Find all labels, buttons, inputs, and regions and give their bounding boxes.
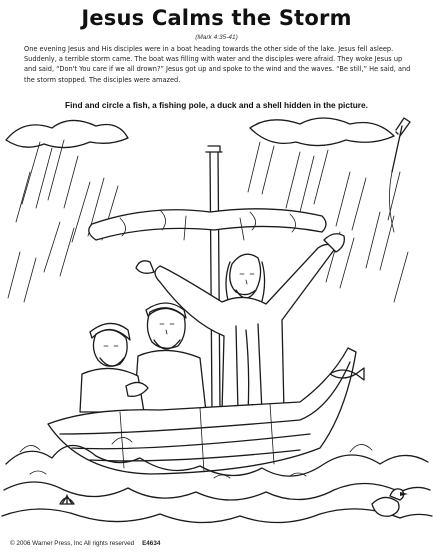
page-title: Jesus Calms the Storm bbox=[81, 6, 352, 30]
storm-cloud-right bbox=[250, 118, 394, 146]
mast bbox=[210, 152, 220, 412]
storm-cloud-left bbox=[6, 120, 128, 147]
scripture-reference: (Mark 4:35-41) bbox=[195, 34, 238, 41]
product-code: E4634 bbox=[142, 540, 161, 547]
copyright-text: © 2006 Warner Press, Inc All rights reserved bbox=[10, 540, 135, 547]
hidden-fishing-pole bbox=[392, 118, 410, 172]
mast-top bbox=[206, 146, 222, 152]
hidden-shell bbox=[60, 495, 74, 504]
hidden-duck bbox=[372, 489, 408, 516]
story-paragraph: One evening Jesus and His disciples were in a boat heading towards the other side of the lake. Jesus fell asleep. Suddenly, a terrible storm came. The boat was filling with water and the disciples were afraid. They woke Jesus up and said, “Don't You care if we all drown?” Jesus got up and spoke to the wind and the waves. “Be still,” He said, and the storm stopped. The disciples were amazed. bbox=[24, 45, 411, 84]
activity-instruction: Find and circle a fish, a fishing pole, a duck and a shell hidden in the picture. bbox=[65, 100, 368, 110]
footer bbox=[10, 540, 160, 547]
storm-boat-illustration bbox=[0, 112, 433, 536]
